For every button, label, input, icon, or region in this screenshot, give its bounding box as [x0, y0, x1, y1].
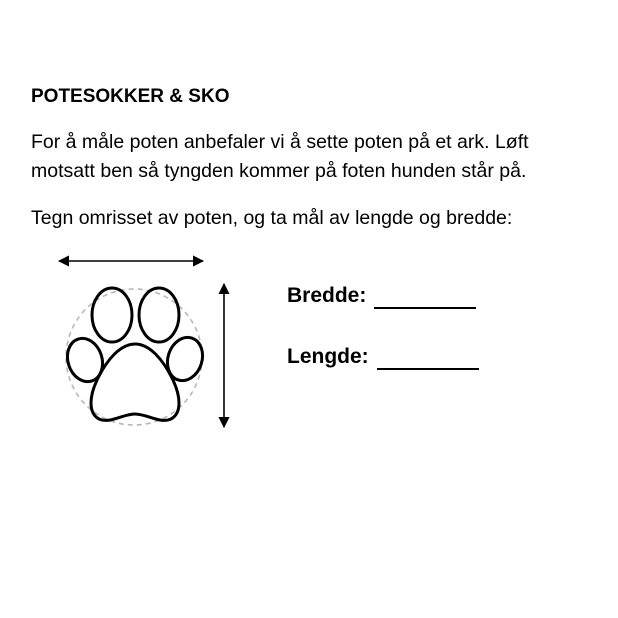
width-field	[287, 283, 476, 309]
width-blank-line[interactable]	[374, 287, 476, 309]
paw-toe-inner-right	[139, 288, 179, 342]
length-field	[287, 344, 479, 370]
instruction-line: Tegn omrisset av poten, og ta mål av lengde og bredde:	[31, 207, 513, 229]
length-blank-line[interactable]	[377, 348, 479, 370]
instruction-line: For å måle poten anbefaler vi å sette poten på et ark. Løft	[31, 131, 529, 153]
instruction-paragraph-2	[31, 204, 512, 233]
paw-main-pad	[91, 344, 179, 420]
paw-toe-inner-left	[92, 288, 132, 342]
length-label: Lengde:	[287, 345, 369, 368]
paw-toe-outer-left	[62, 334, 108, 386]
page-title: POTESOKKER & SKO	[31, 86, 230, 107]
paw-print-icon	[62, 288, 208, 420]
width-label: Bredde:	[287, 284, 367, 307]
instruction-paragraph-1	[31, 128, 529, 186]
instruction-line: motsatt ben så tyngden kommer på foten hunden står på.	[31, 160, 527, 182]
paw-toe-outer-right	[162, 333, 208, 385]
dashed-outline-circle	[66, 289, 202, 425]
